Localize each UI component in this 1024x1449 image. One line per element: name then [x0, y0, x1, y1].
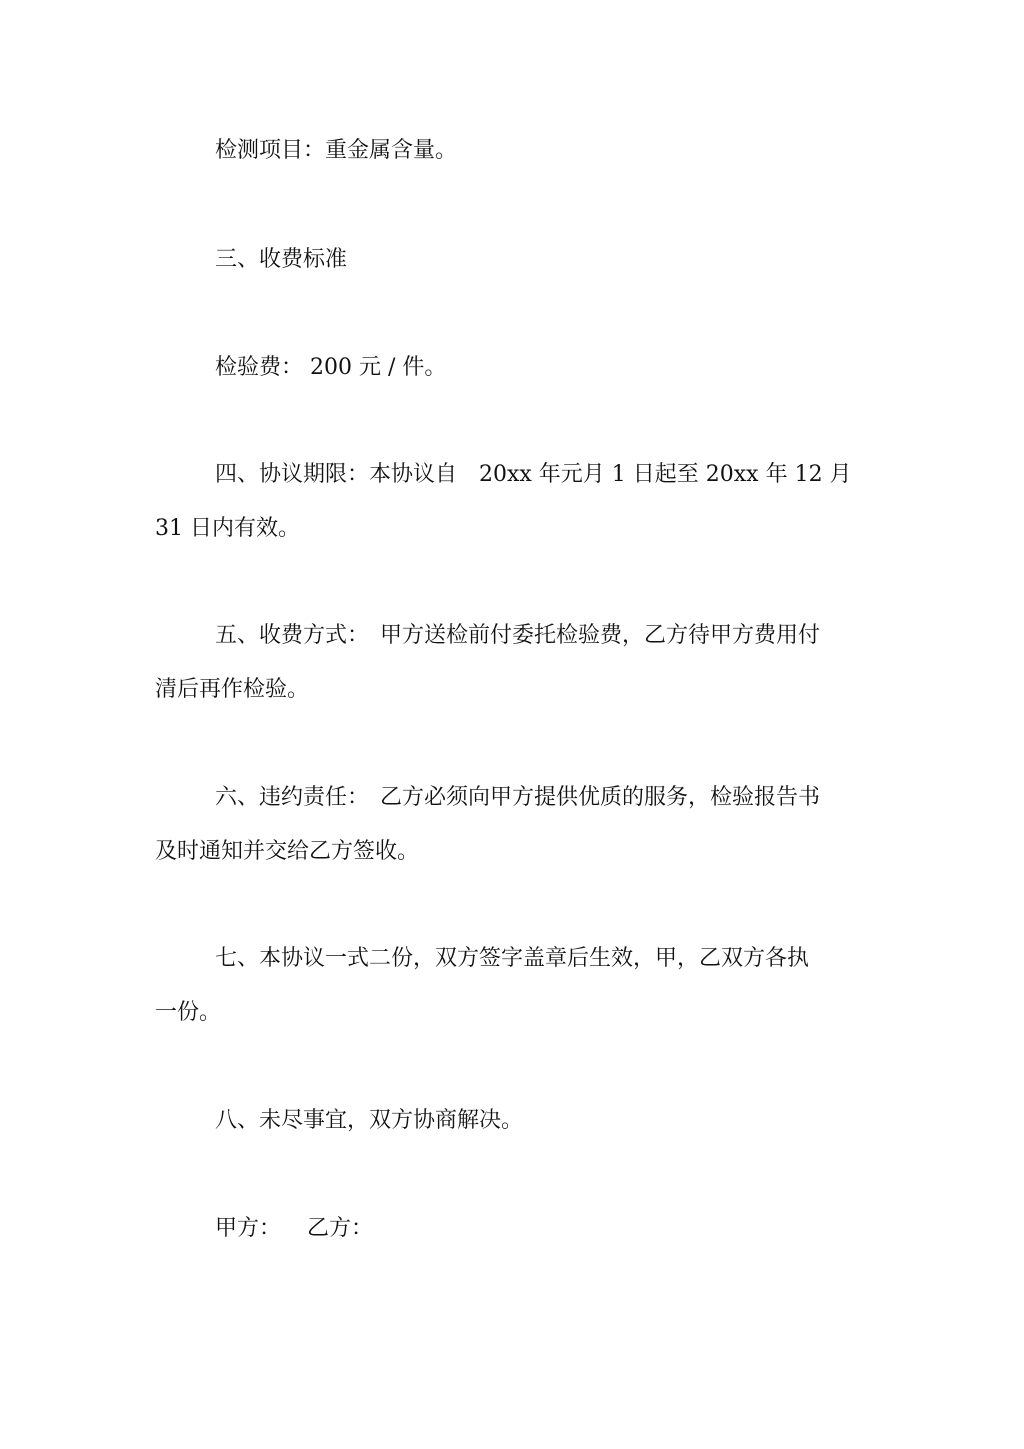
paragraph-payment: [155, 609, 855, 717]
paragraph-line: 一份。: [155, 1000, 222, 1025]
paragraph-line: 六、违约责任： 乙方必须向甲方提供优质的服务，检验报告书: [215, 785, 821, 810]
paragraph-text: 检测项目：重金属含量。: [215, 138, 458, 163]
paragraph-other: [155, 1094, 855, 1148]
paragraph-line: 及时通知并交给乙方签收。: [155, 839, 420, 864]
party-b-label: 乙方：: [307, 1216, 374, 1241]
signature-line: [155, 1202, 855, 1256]
paragraph-test-item: [155, 124, 855, 178]
paragraph-line: 31 日内有效。: [155, 516, 300, 541]
party-a-label: 甲方：: [215, 1216, 282, 1241]
heading-text: 三、收费标准: [215, 247, 348, 272]
paragraph-text: 八、未尽事宜，双方协商解决。: [215, 1108, 524, 1133]
paragraph-copies: [155, 932, 855, 1040]
paragraph-term: [155, 448, 855, 556]
section-heading-fees: [155, 233, 855, 287]
paragraph-line: 七、本协议一式二份，双方签字盖章后生效，甲，乙双方各执: [215, 946, 810, 971]
paragraph-fee-amount: [155, 341, 855, 395]
paragraph-text: 检验费： 200 元 / 件。: [215, 355, 447, 380]
paragraph-line: 四、协议期限：本协议自 20xx 年元月 1 日起至 20xx 年 12 月: [215, 462, 852, 487]
paragraph-line: 五、收费方式： 甲方送检前付委托检验费，乙方待甲方费用付: [215, 623, 821, 648]
paragraph-liability: [155, 771, 855, 879]
paragraph-line: 清后再作检验。: [155, 677, 310, 702]
